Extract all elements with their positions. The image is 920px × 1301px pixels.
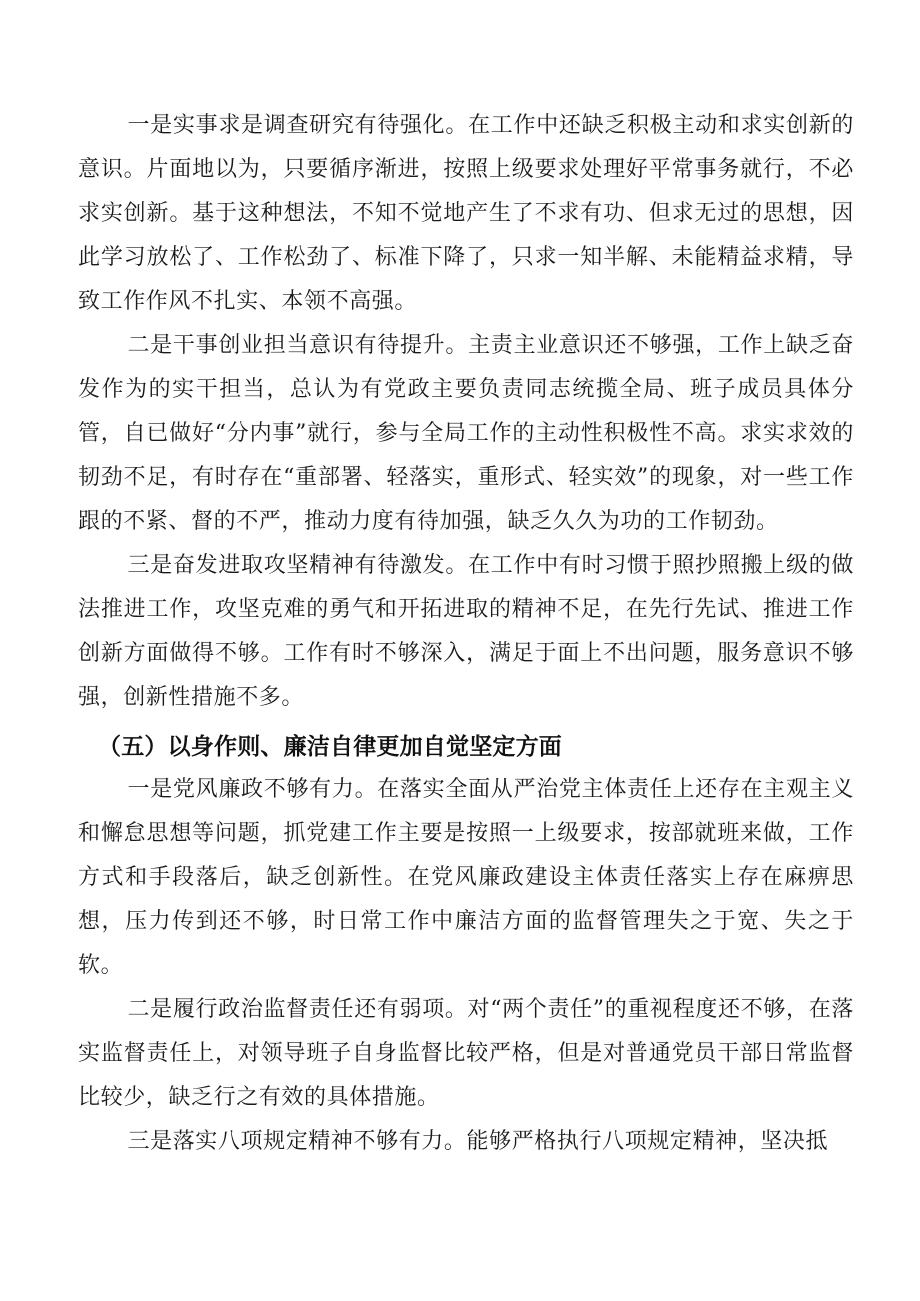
paragraph-enterprising-spirit: 三是奋发进取攻坚精神有待激发。在工作中有时习惯于照抄照搬上级的做法推进工作，攻坚克难的勇气和开拓进取的精神不足，在先行先试、推进工作创新方面做得不够。工作有时不够深入，满足于面上不出问题，服务意识不够强，创新性措施不多。 (78, 553, 854, 710)
paragraph-practical-research: 一是实事求是调查研究有待强化。在工作中还缺乏积极主动和求实创新的意识。片面地以为，只要循序渐进，按照上级要求处理好平常事务就行，不必求实创新。基于这种想法，不知不觉地产生了不求有功、但求无过的思想，因此学习放松了、工作松劲了、标准下降了，只求一知半解、未能精益求精，导致工作作风不扎实、本领不高强。 (78, 113, 854, 314)
document-page (78, 104, 854, 1164)
paragraph-clean-governance: 一是党风廉政不够有力。在落实全面从严治党主体责任上还存在主观主义和懈怠思想等问题，抓党建工作主要是按照一上级要求，按部就班来做，工作方式和手段落后，缺乏创新性。在党风廉政建设主体责任落实上存在麻痹思想，压力传到还不够，时日常工作中廉洁方面的监督管理失之于宽、失之于软。 (78, 777, 854, 978)
paragraph-political-supervision: 二是履行政治监督责任还有弱项。对“两个责任”的重视程度还不够，在落实监督责任上，对领导班子自身监督比较严格，但是对普通党员干部日常监督比较少，缺乏行之有效的具体措施。 (78, 997, 854, 1110)
paragraph-responsibility-awareness: 二是干事创业担当意识有待提升。主责主业意识还不够强，工作上缺乏奋发作为的实干担当，总认为有党政主要负责同志统揽全局、班子成员具体分管，自已做好“分内事”就行，参与全局工作的主动性积极性不高。求实求效的韧劲不足，有时存在“重部署、轻落实，重形式、轻实效”的现象，对一些工作跟的不紧、督的不严，推动力度有待加强，缺乏久久为功的工作韧劲。 (78, 333, 854, 534)
section-heading: （五）以身作则、廉洁自律更加自觉坚定方面 (98, 734, 562, 760)
paragraph-eight-regulations: 三是落实八项规定精神不够有力。能够严格执行八项规定精神，坚决抵 (127, 1129, 829, 1154)
